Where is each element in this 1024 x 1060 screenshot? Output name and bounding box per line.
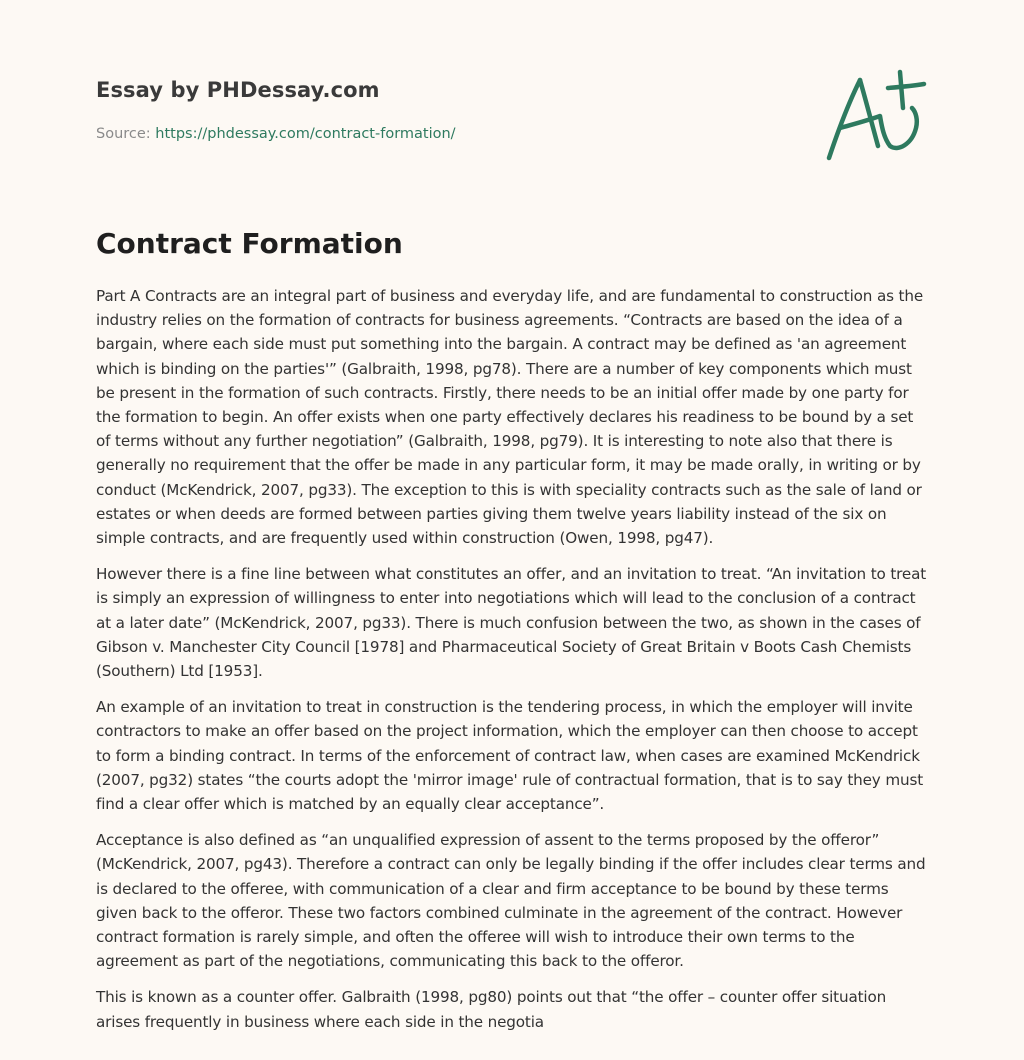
essay-paragraph: Part A Contracts are an integral part of business and everyday life, and are fundamental to construction as the industry relies on the formation of contracts for business agreements. “Contracts are based on the idea of a bargain, where each side must put something into the bargain. A contract may be defined as 'an agreement which is binding on the parties'” (Galbraith, 1998, pg78). There are a number of key components which must be present in the formation of such contracts. Firstly, there needs to be an initial offer made by one party for the formation to begin. An offer exists when one party effectively declares his readiness to be bound by a set of terms without any further negotiation” (Galbraith, 1998, pg79). It is interesting to note also that there is generally no requirement that the offer be made in any particular form, it may be made orally, in writing or by conduct (McKendrick, 2007, pg33). The exception to this is with speciality contracts such as the sale of land or estates or when deeds are formed between parties giving them twelve years liability instead of the six on simple contracts, and are frequently used within construction (Owen, 1998, pg47). xyxy=(96,287,924,548)
essay-paragraph: However there is a fine line between what constitutes an offer, and an invitation to treat. “An invitation to treat is simply an expression of willingness to enter into negotiations which will lead to the conclusion of a contract at a later date” (McKendrick, 2007, pg33). There is much confusion between the two, as shown in the cases of Gibson v. Manchester City Council [1978] and Pharmaceutical Society of Great Britain v Boots Cash Chemists (Southern) Ltd [1953]. xyxy=(96,565,927,681)
essay-paragraph: An example of an invitation to treat in construction is the tendering process, in which the employer will invite contractors to make an offer based on the project information, which the employer can then choose to accept to form a binding contract. In terms of the enforcement of contract law, when cases are examined McKendrick (2007, pg32) states “the courts adopt the 'mirror image' rule of contractual formation, that is to say they must find a clear offer which is matched by an equally clear acceptance”. xyxy=(96,698,924,814)
source-link[interactable]: https://phdessay.com/contract-formation/ xyxy=(155,126,456,142)
essay-paragraph: Acceptance is also defined as “an unqualified expression of assent to the terms proposed by the offeror” (McKendrick, 2007, pg43). Therefore a contract can only be legally binding if the offer includes clear terms and is declared to the offeree, with communication of a clear and firm acceptance to be bound by these terms given back to the offeror. These two factors combined culminate in the agreement of the contract. However contract formation is rarely simple, and often the offeree will wish to introduce their own terms to the agreement as part of the negotiations, communicating this back to the offeror. xyxy=(96,831,926,971)
site-brand: Essay by PHDessay.com xyxy=(96,78,380,102)
essay-title: Contract Formation xyxy=(96,227,403,260)
a-plus-logo-graphic xyxy=(820,66,930,166)
site-header xyxy=(96,76,696,144)
source-label: Source: xyxy=(96,126,151,142)
a-plus-logo xyxy=(820,66,930,166)
essay-paragraph: This is known as a counter offer. Galbraith (1998, pg80) points out that “the offer – counter offer situation arises frequently in business where each side in the negotia xyxy=(96,988,887,1031)
source-line xyxy=(96,124,696,144)
essay-body xyxy=(96,284,930,1046)
